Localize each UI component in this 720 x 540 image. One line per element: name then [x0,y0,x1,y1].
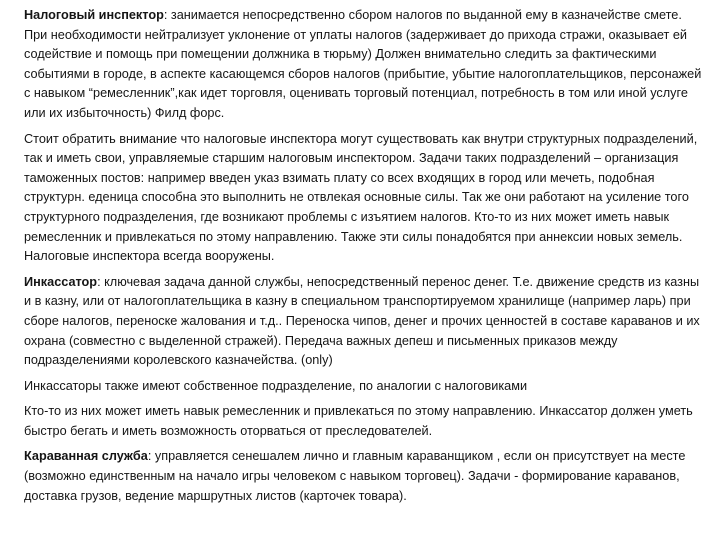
term-caravan-service: Караванная служба [24,449,148,464]
paragraph-text: : ключевая задача данной службы, непосредственный перенос денег. Т.е. движение средств из казны и в казну, или от налогоплательщика в казну в специальном транспортируемом хранилище (например ларь) при сборе налогов, переноске жалования и т.д.. Переноска чипов, денег и прочих ценностей в составе караванов и их охрана (совместно с выделенной стражей). Передача важных депеш и письменных приказов между подразделениями королевского казначейства. (only) [24,274,700,368]
paragraph-tax-units [24,130,708,267]
term-tax-inspector: Налоговый инспектор [24,8,164,22]
term-collector: Инкассатор [24,274,98,289]
paragraph-collector-skills [24,402,708,441]
paragraph-caravan-service [24,447,708,506]
paragraph-text: : занимается непосредственно сбором налогов по выданной ему в казначействе смете. При необходимости нейтрализует уклонение от уплаты налогов (задерживает до прихода стражи, оказывает ей содействие и помощь при помещении должника в тюрьму) Должен внимательно следить за фактическими событиями в городе, в аспекте касающемся сборов налогов (прибытие, убытие налогоплательщиков, персонажей с навыком “ремесленник”,как идет торговля, оценивать торговый потенциал, потребность в том или иной услуге или их избыточность) Филд форс. [24,8,702,120]
paragraph-text: : управляется сенешалем лично и главным караванщиком , если он присутствует на месте (возможно единственным на начало игры человеком с навыком торговец). Задачи - формирование караванов, доставка грузов, ведение маршрутных листов (карточек товара). [24,449,686,503]
paragraph-text: Кто-то из них может иметь навык ремесленник и привлекаться по этому направлению. Инкассатор должен уметь быстро бегать и иметь возможность оторваться от преследователей. [24,404,693,438]
paragraph-collector [24,273,708,371]
document-page [24,6,708,512]
paragraph-text: Инкассаторы также имеют собственное подразделение, по аналогии с налоговиками [24,378,528,393]
paragraph-collector-unit [24,377,708,397]
paragraph-tax-inspector [24,6,708,124]
paragraph-text: Стоит обратить внимание что налоговые инспектора могут существовать как внутри структурных подразделений, так и иметь свои, управляемые старшим налоговым инспектором. Задачи таких подразделений – организация таможенных постов: например введен указ взимать плату со всех входящих в город или мечеть, подобная структурн. еденица способна это выполнить не отвлекая основные силы. Так же они работают на усиление того структурного подразделения, где возникают проблемы с изъятием налогов. Кто-то из них может иметь навык ремесленник и привлекаться по этому направлению. Также эти силы понадобятся при аннексии новых земель. Налоговые инспектора всегда вооружены. [24,131,698,264]
